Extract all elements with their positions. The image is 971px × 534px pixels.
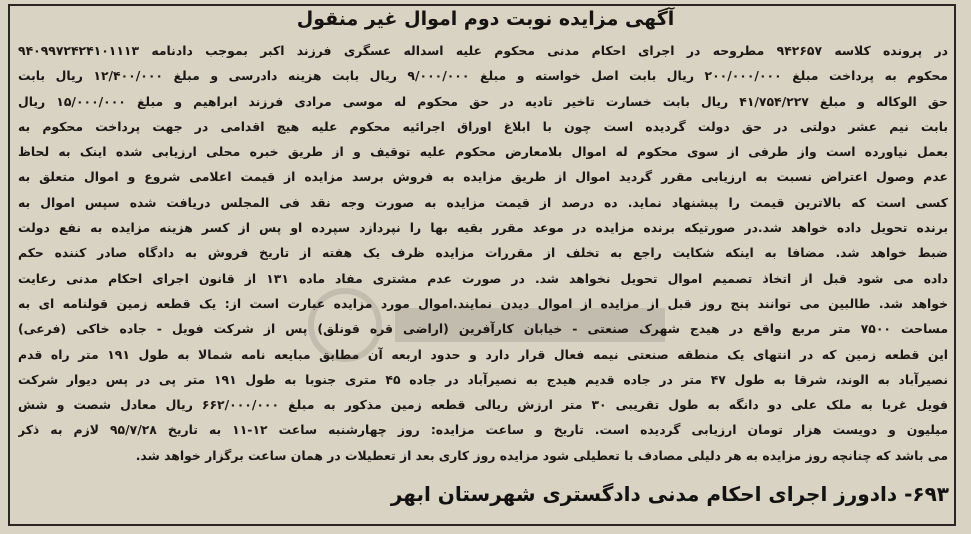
notice-line: مساحت ۷۵۰۰ متر مربع واقع در هیدج شهرک صنعتی - خیابان کارآفرین (اراضی قره قونلق) پس از شرکت فویل - جاده خاکی (فرعی) xyxy=(18,321,948,337)
notice-body xyxy=(18,38,948,468)
notice-line: بابت نیم عشر دولتی در حق دولت گردیده است چون با ابلاغ اوراق اجرائیه محکوم علیه هیچ اقدامی در جهت پرداخت محکوم به xyxy=(18,118,948,134)
notice-line: عدم وصول اعتراض نسبت به ارزیابی مقرر گردید اموال از طریق مزایده به فروش برسد مزایده از قیمت اعلامی شروع و اموال متعلق به xyxy=(18,169,948,185)
notice-line: کسی است که بالاترین قیمت را پیشنهاد نماید. ده درصد از قیمت مزایده به صورت وجه نقد فی المجلس دریافت شده سپس اموال به xyxy=(18,194,948,210)
notice-line: می باشد که چنانچه روز مزایده به هر دلیلی مصادف با تعطیلی شود مزایده روز کاری بعد از تعطیلات در همان ساعت برگزار خواهد شد. xyxy=(135,447,948,463)
notice-title: آگهی مزایده نوبت دوم اموال غیر منقول xyxy=(296,8,675,30)
notice-line: داده می شود قبل از اتخاذ تصمیم اموال تحویل نخواهد شد. در صورت عدم مشتری مفاد ماده ۱۳۱ از قانون اجرای احکام مدنی رعایت xyxy=(18,270,948,286)
notice-line: بعمل نیاورده است واز طرفی از سوی محکوم له اموال بلامعارض محکوم علیه توقیف و از طریق خبره محلی ارزیابی شده اینک به لحاظ xyxy=(18,144,948,160)
notice-signature: ۶۹۳- دادورز اجرای احکام مدنی دادگستری شهرستان ابهر xyxy=(390,482,949,506)
notice-line: خواهد شد. طالبین می توانند پنج روز قبل از مزایده از اموال دیدن نمایند.اموال مورد مزایده عبارت است از: یک قطعه زمین قولنامه ای به xyxy=(18,295,948,311)
notice-line: فویل غربا به ملک علی دو دانگه به طول تقریبی ۳۰ متر ارزش ریالی قطعه زمین مذکور به مبلغ ۶۶۲/۰۰۰/۰۰۰ ریال معادل شصت و شش xyxy=(18,397,948,413)
notice-line: برنده تحویل داده خواهد شد.در صورتیکه برنده مزایده در موعد مقرر بقیه بها را نپردازد سپرده او پس از کسر هزینه مزایده به نفع دولت xyxy=(18,220,948,236)
notice-line: محکوم به پرداخت مبلغ ۲۰۰/۰۰۰/۰۰۰ ریال بابت اصل خواسته و مبلغ ۹/۰۰۰/۰۰۰ ریال بابت هزینه دادرسی و مبلغ ۱۲/۴۰۰/۰۰۰ ریال بابت xyxy=(18,68,948,84)
notice-line: نصیرآباد به الوند، شرقا به طول ۴۷ متر در جاده قدیم هیدج به نصیرآباد در جاده ۴۵ متری جنوبا به طول ۱۹۱ متر پی در پس دیوار شرکت xyxy=(18,371,948,387)
notice-line: میلیون و دویست هزار تومان ارزیابی گردیده است. تاریخ و ساعت مزایده: روز چهارشنبه ساعت ۱۲-۱۱ به تاریخ ۹۵/۷/۲۸ لازم به ذکر xyxy=(18,422,948,438)
notice-line: در پرونده کلاسه ۹۴۲۶۵۷ مطروحه در اجرای احکام مدنی محکوم علیه اسداله عسگری فرزند اکبر بموجب دادنامه ۹۴۰۹۹۷۲۴۲۴۱۰۱۱۱۳ xyxy=(18,43,948,58)
notice-line: این قطعه زمین که در انتهای یک منطقه صنعتی نیمه فعال قرار دارد و حدود اربعه آن مطابق مبایعه نامه شمالا به طول ۱۹۱ متر راه قدم xyxy=(18,346,948,362)
notice-line: حق الوکاله و مبلغ ۴۱/۷۵۴/۲۲۷ ریال بابت خسارت تاخیر تادیه در حق محکوم له موسی مرادی فرزند ابراهیم و مبلغ ۱۵/۰۰۰/۰۰۰ ریال xyxy=(18,93,948,109)
notice-line: ضبط خواهد شد. مضافا به اینکه شکایت راجع به تخلف از مقررات مزایده ظرف یک هفته از تاریخ فروش به دادگاه صادر کننده حکم xyxy=(18,245,948,261)
